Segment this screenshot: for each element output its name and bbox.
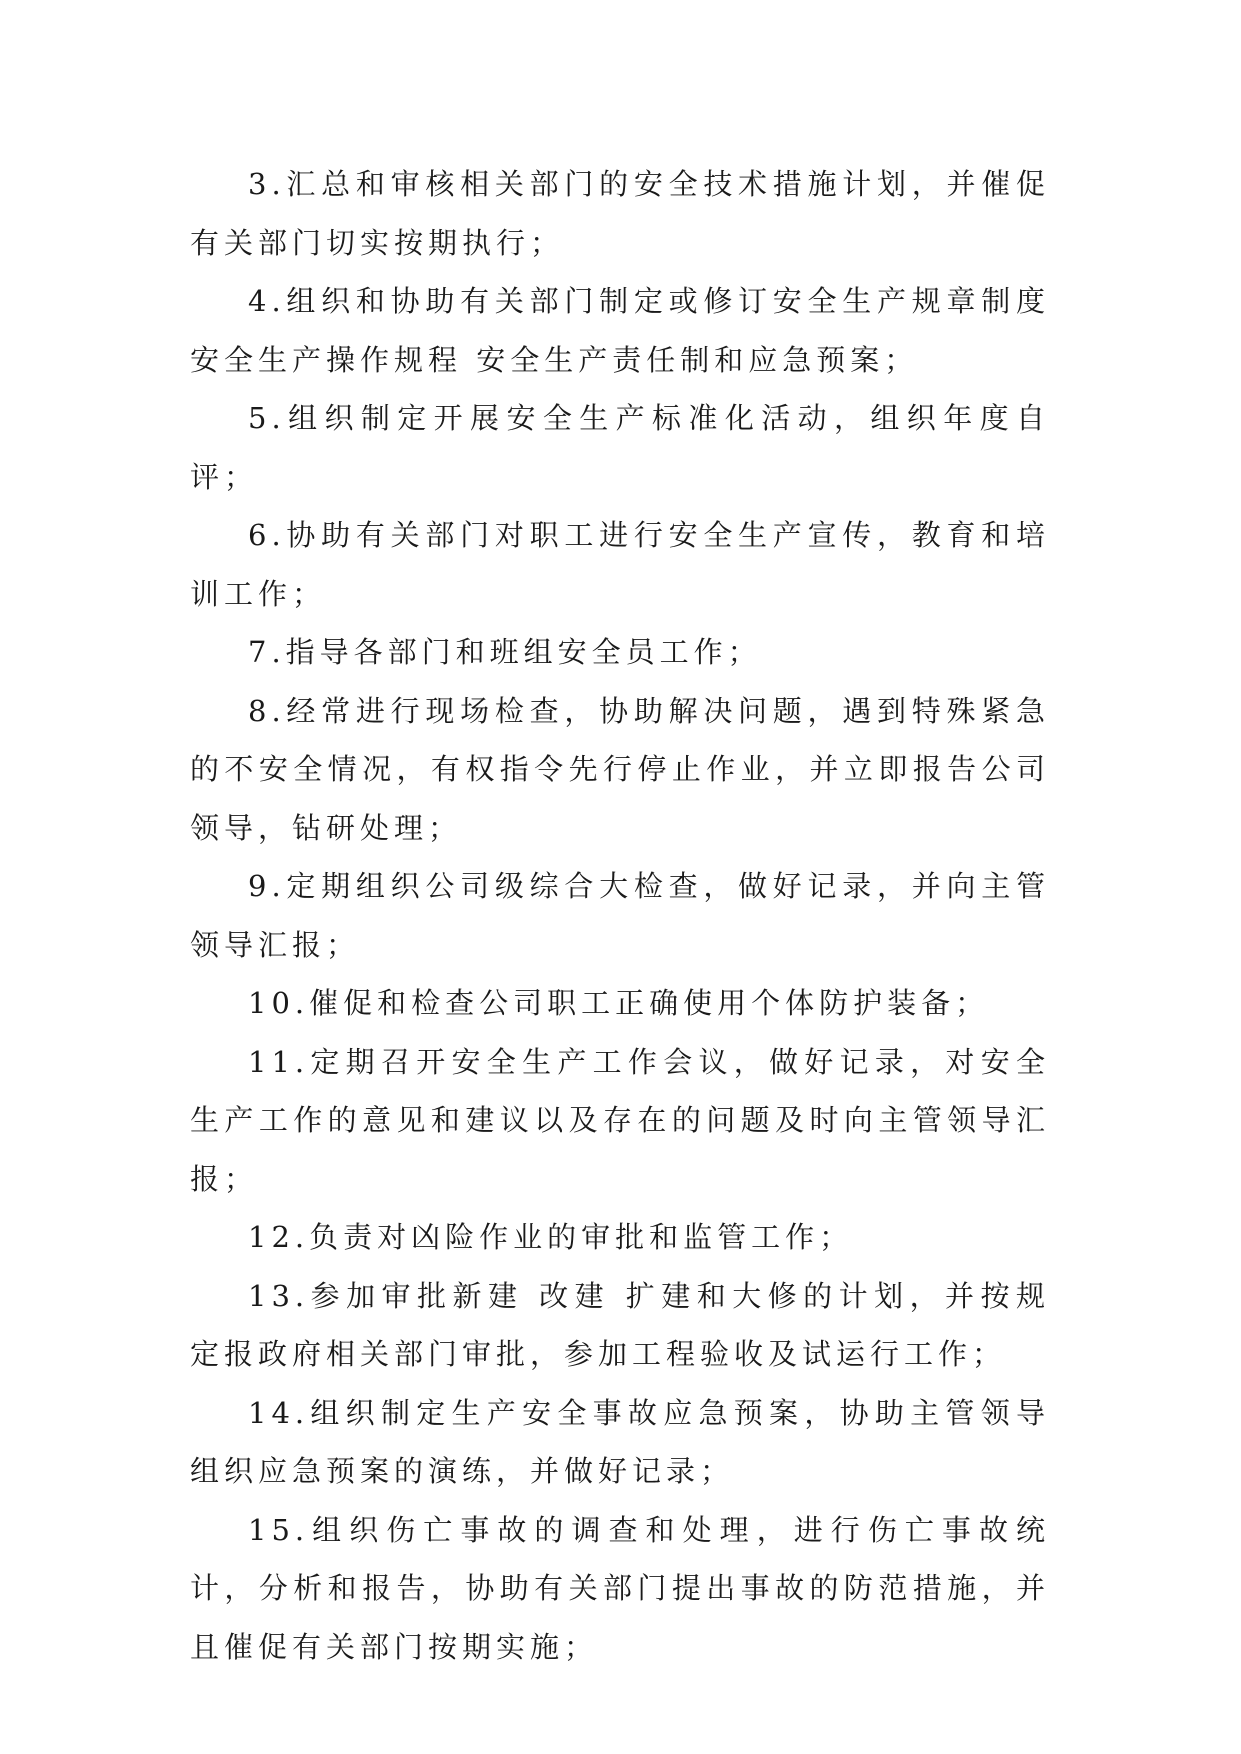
- list-item: 11.定期召开安全生产工作会议，做好记录，对安全生产工作的意见和建议以及存在的问题及时向主管领导汇报；: [190, 1044, 1050, 1196]
- list-item: 13.参加审批新建 改建 扩建和大修的计划，并按规定报政府相关部门审批，参加工程验收及试运行工作；: [190, 1278, 1050, 1371]
- list-item: 12.负责对凶险作业的审批和监管工作；: [248, 1220, 854, 1254]
- list-item: 8.经常进行现场检查，协助解决问题，遇到特殊紧急的不安全情况，有权指令先行停止作业，并立即报告公司领导，钻研处理；: [190, 693, 1050, 845]
- list-item: 10.催促和检查公司职工正确使用个体防护装备；: [248, 986, 990, 1020]
- list-item: 6.协助有关部门对职工进行安全生产宣传，教育和培训工作；: [190, 518, 1050, 611]
- list-item: 5.组织制定开展安全生产标准化活动，组织年度自评；: [190, 401, 1050, 494]
- list-item: 14.组织制定生产安全事故应急预案，协助主管领导组织应急预案的演练，并做好记录；: [190, 1395, 1050, 1488]
- document-body: [190, 155, 1050, 1676]
- list-item: 15.组织伤亡事故的调查和处理，进行伤亡事故统计，分析和报告，协助有关部门提出事故的防范措施，并且催促有关部门按期实施；: [190, 1512, 1050, 1664]
- list-item: 7.指导各部门和班组安全员工作；: [248, 635, 762, 669]
- list-item: 3.汇总和审核相关部门的安全技术措施计划，并催促有关部门切实按期执行；: [190, 167, 1050, 260]
- list-item: 4.组织和协助有关部门制定或修订安全生产规章制度安全生产操作规程 安全生产责任制和应急预案；: [190, 284, 1050, 377]
- list-item: 9.定期组织公司级综合大检查，做好记录，并向主管领导汇报；: [190, 869, 1050, 962]
